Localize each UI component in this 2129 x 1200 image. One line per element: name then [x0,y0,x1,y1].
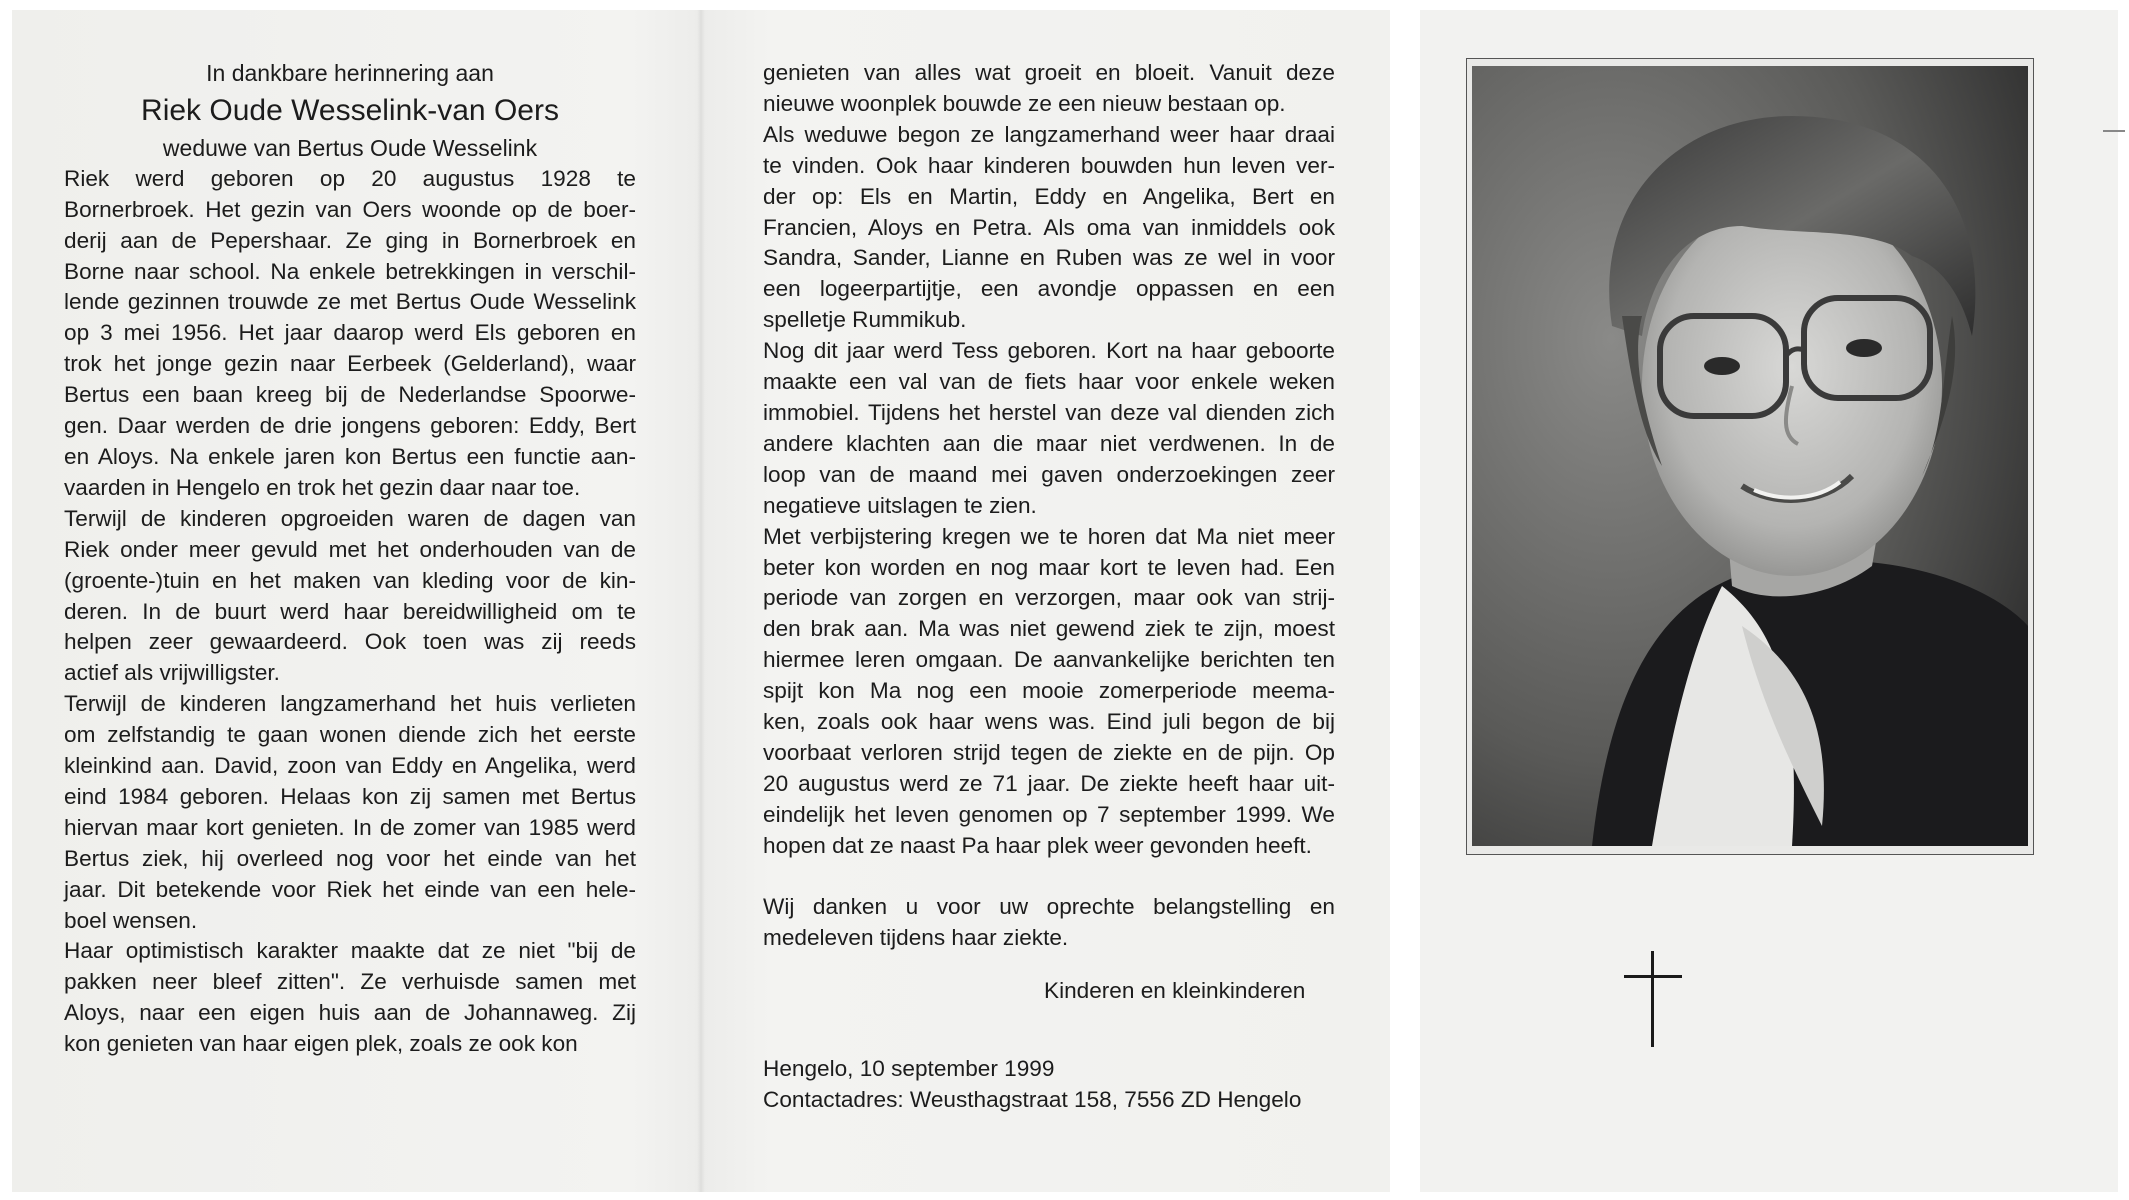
text-line: loop van de maand mei gaven onderzoekingen zeer [763,461,1335,487]
text-line: gen. Daar werden de drie jongens geboren: Eddy, Bert [64,413,636,439]
text-column-middle [763,58,1335,954]
text-line: Haar optimistisch karakter maakte dat ze niet "bij de [64,938,636,964]
text-line: en Aloys. Na enkele jaren kon Bertus een functie aan- [64,443,636,469]
paragraph-gap [763,862,1335,893]
text-line: andere klachten aan die maar niet verdwenen. In de [763,430,1335,456]
widow-line: weduwe van Bertus Oude Wesselink [162,134,538,161]
text-line: (groente-)tuin en het maken van kleding voor de kin- [64,567,636,593]
text-line: eind 1984 geboren. Helaas kon zij samen met Bertus [64,783,636,809]
text-line: periode van zorgen en verzorgen, maar ook van strij- [763,585,1335,611]
text-line: op 3 mei 1956. Het jaar daarop werd Els geboren en [64,320,636,346]
text-line: spijt kon Ma nog een mooie zomerperiode meema- [763,678,1335,704]
text-line: actief als vrijwilligster. [64,660,280,686]
text-line: lende gezinnen trouwde ze met Bertus Oude Wesselink [64,289,636,315]
text-line: jaar. Dit betekende voor Riek het einde van een hele- [64,876,636,902]
card-fold [697,10,705,1192]
text-line: beter kon worden en nog maar kort te leven had. Een [763,554,1335,580]
text-line: genieten van alles wat groeit en bloeit. Vanuit deze [763,60,1335,85]
text-line: nieuwe woonplek bouwde ze een nieuw bestaan op. [763,90,1286,116]
text-line: der op: Els en Martin, Eddy en Angelika, Bert en [763,183,1335,209]
text-line: Riek werd geboren op 20 augustus 1928 te [64,165,636,191]
scan-edge-mark [2103,130,2125,132]
text-line: derij aan de Pepershaar. Ze ging in Bornerbroek en [64,227,636,253]
text-line: een logeerpartijtje, een avondje oppassen en een [763,276,1335,302]
text-line: hiermee leren omgaan. De aanvankelijke berichten ten [763,647,1335,673]
text-line: Bornerbroek. Het gezin van Oers woonde op de boer- [64,196,636,222]
text-line: te vinden. Ook haar kinderen bouwden hun leven ver- [763,152,1335,178]
text-line: Wij danken u voor uw oprechte belangstelling en [763,894,1335,920]
text-line: 20 augustus werd ze 71 jaar. De ziekte heeft haar uit- [763,770,1335,796]
text-line: vaarden in Hengelo en trok het gezin daar naar toe. [64,474,581,500]
text-column-left [64,58,636,1060]
text-line: Sandra, Sander, Lianne en Ruben was ze wel in voor [763,245,1335,271]
text-line: eindelijk het leven genomen op 7 september 1999. We [763,801,1335,827]
text-line: medeleven tijdens haar ziekte. [763,925,1069,951]
biography-part-1 [64,164,636,1060]
text-line: den brak aan. Ma was niet gewend ziek te zijn, moest [763,616,1335,642]
text-line: negatieve uitslagen te zien. [763,492,1037,518]
text-line: boel wensen. [64,907,198,933]
cross-icon [1624,951,1682,1047]
text-line: deren. In de buurt werd haar bereidwilligheid om te [64,598,636,624]
text-line: Bertus een baan kreeg bij de Nederlandse Spoorwe- [64,382,636,408]
portrait-illustration [1472,66,2028,846]
portrait-photo [1472,66,2028,846]
text-line: om zelfstandig te gaan wonen diende zich het eerste [64,722,636,748]
text-line: Riek onder meer gevuld met het onderhouden van de [64,536,636,562]
text-line: Als weduwe begon ze langzamerhand weer haar draai [763,121,1335,147]
text-line: immobiel. Tijdens het herstel van deze val dienden zich [763,399,1335,425]
text-line: kleinkind aan. David, zoon van Eddy en Angelika, werd [64,753,636,779]
text-line: Nog dit jaar werd Tess geboren. Kort na haar geboorte [763,338,1335,364]
text-line: Aloys, naar een eigen huis aan de Johannaweg. Zij [64,1000,636,1026]
place-date: Hengelo, 10 september 1999 [763,1056,1055,1081]
contact-address: Contactadres: Weusthagstraat 158, 7556 ZD Hengelo [763,1087,1302,1112]
biography-part-2 [763,58,1335,954]
text-line: pakken neer bleef zitten". Ze verhuisde samen met [64,969,636,995]
text-line: maakte een val van de fiets haar voor enkele weken [763,369,1335,395]
text-line: helpen zeer gewaardeerd. Ook toen was zij reeds [64,629,636,655]
text-line: Francien, Aloys en Petra. Als oma van inmiddels ook [763,214,1335,240]
text-line: hopen dat ze naast Pa haar plek weer gevonden heeft. [763,832,1312,858]
text-line: ken, zoals ook haar wens was. Eind juli begon de bij [763,709,1335,735]
text-line: Terwijl de kinderen langzamerhand het huis verlieten [64,691,636,717]
deceased-name: Riek Oude Wesselink-van Oers [141,93,559,127]
text-line: trok het jonge gezin naar Eerbeek (Gelderland), waar [64,351,636,377]
text-line: Terwijl de kinderen opgroeiden waren de dagen van [64,505,636,531]
text-line: voorbaat verloren strijd tegen de ziekte en de pijn. Op [763,739,1335,765]
text-line: spelletje Rummikub. [763,307,967,333]
text-line: Borne naar school. Na enkele betrekkingen in verschil- [64,258,636,284]
text-line: hiervan maar kort genieten. In de zomer van 1985 werd [64,814,636,840]
signature: Kinderen en kleinkinderen [1044,978,1306,1003]
text-line: Bertus ziek, hij overleed nog voor het einde van het [64,845,636,871]
text-line: kon genieten van haar eigen plek, zoals ze ook kon [64,1031,578,1057]
text-line: Met verbijstering kregen we te horen dat Ma niet meer [763,523,1335,549]
intro-line: In dankbare herinnering aan [206,60,494,86]
place-and-contact [763,1053,1301,1115]
